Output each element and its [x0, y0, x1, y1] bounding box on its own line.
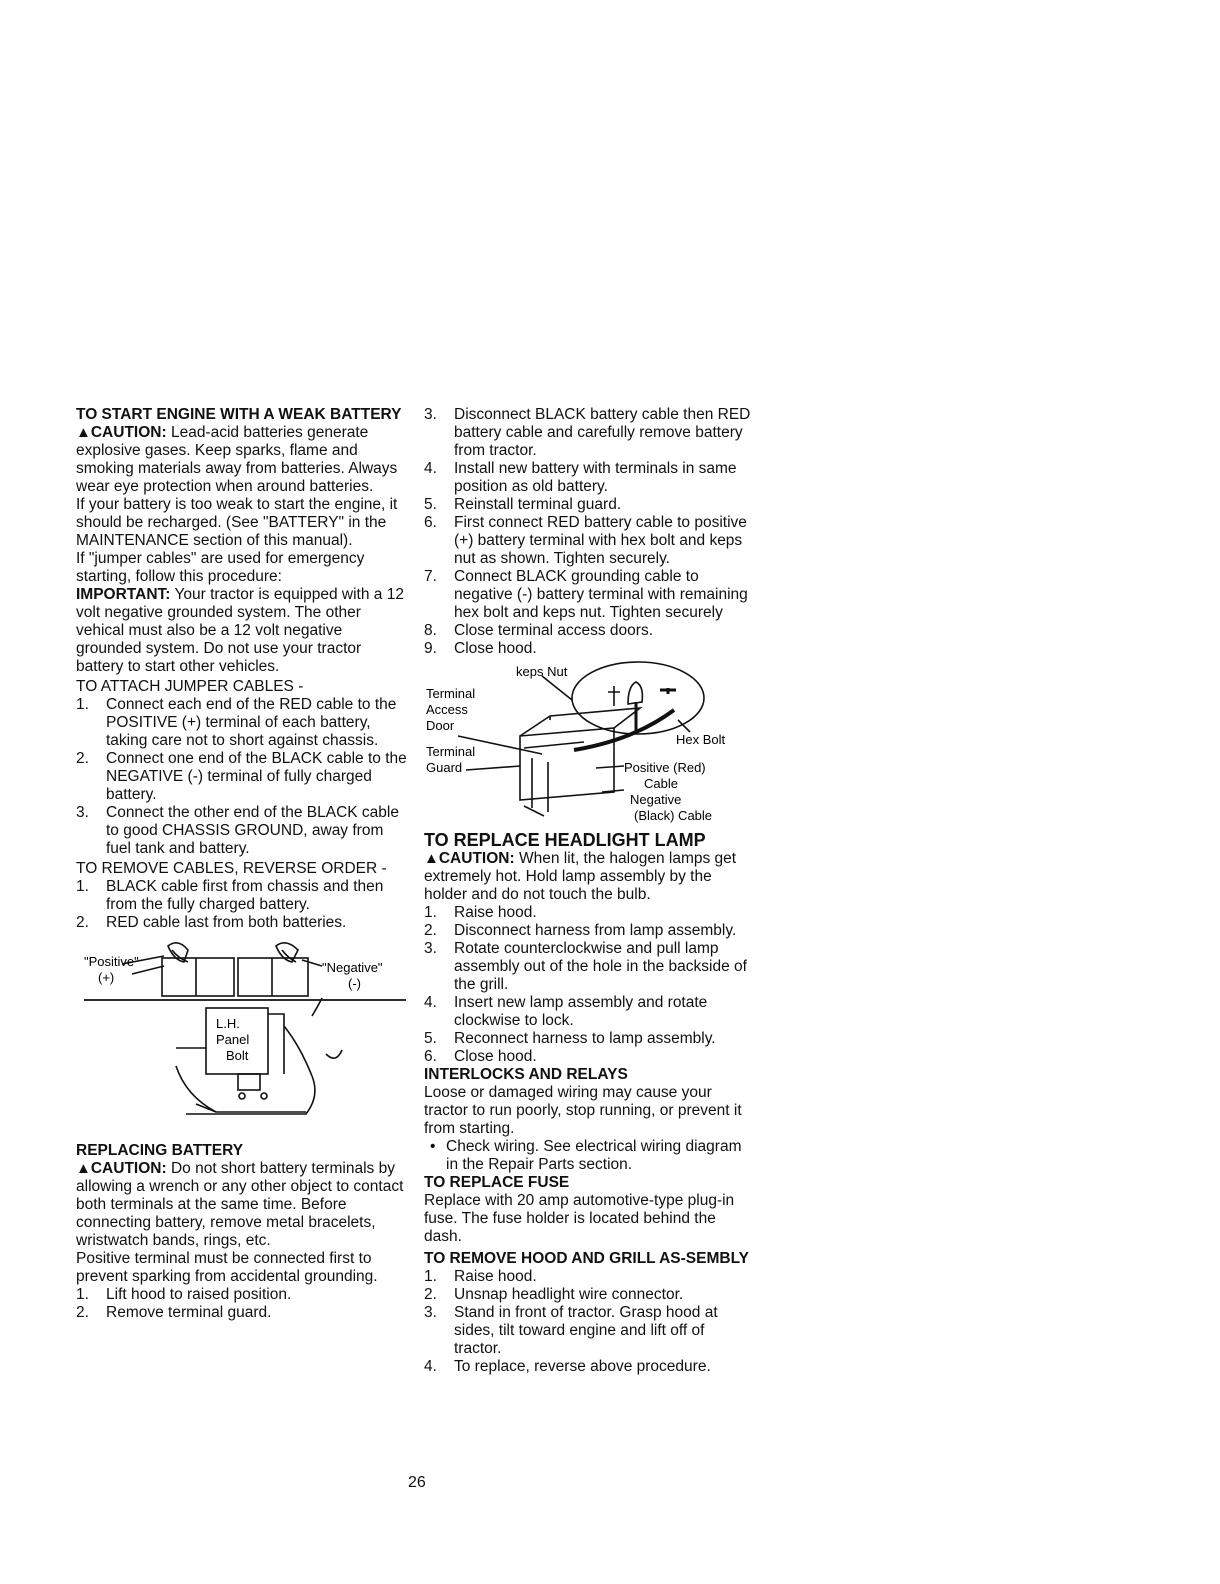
fig1-positive-sign: (+)	[98, 970, 115, 985]
caution-triangle-icon: ▲	[76, 424, 91, 441]
replace-battery-steps-list	[424, 406, 754, 658]
page-number: 26	[408, 1474, 426, 1491]
list-item: 2. Remove terminal guard.	[76, 1304, 272, 1321]
fig2-terminal-label: Terminal	[426, 686, 476, 701]
replacing-battery-heading: REPLACING BATTERY	[76, 1142, 244, 1159]
list-item: 2. Unsnap headlight wire connector.	[424, 1286, 684, 1303]
right-column	[424, 406, 754, 1376]
fig1-positive-label: "Positive"	[84, 954, 139, 969]
replacing-caution: ▲CAUTION: Do not short battery terminals by allowing a wrench or any other object to contact both terminals at the same time. Before connecting battery, remove metal bracelets, wristwatch bands, rings, etc.	[76, 1160, 404, 1249]
battery-terminal-figure	[424, 658, 754, 826]
fig2-cable-label: Cable	[644, 776, 678, 791]
list-item: 5. Reinstall terminal guard.	[424, 496, 622, 513]
attach-steps-list	[76, 696, 408, 858]
fuse-heading: TO REPLACE FUSE	[424, 1174, 570, 1191]
important-paragraph: IMPORTANT: Your tractor is equipped with a 12 volt negative grounded system. The other vehical must also be a 12 volt negative grounded system. Do not use your tractor battery to start other vehicles.	[76, 586, 404, 675]
list-item: 3. Rotate counterclockwise and pull lamp assembly out of the hole in the backside of the grill.	[424, 940, 747, 993]
list-item: 1. Connect each end of the RED cable to the POSITIVE (+) terminal of each battery, taking care not to short against chassis.	[76, 696, 397, 749]
list-item: 5. Reconnect harness to lamp assembly.	[424, 1030, 716, 1047]
list-item: 6. Close hood.	[424, 1048, 537, 1065]
positive-first-paragraph: Positive terminal must be connected first to prevent sparking from accidental grounding.	[76, 1250, 378, 1285]
interlocks-paragraph: Loose or damaged wiring may cause your tractor to run poorly, stop running, or prevent it from starting.	[424, 1084, 742, 1137]
fig1-panel-label: Panel	[216, 1032, 250, 1047]
list-item: 3. Disconnect BLACK battery cable then RED battery cable and carefully remove battery from tractor.	[424, 406, 751, 459]
list-item: 4. To replace, reverse above procedure.	[424, 1358, 711, 1375]
fig1-lh-label: L.H.	[216, 1016, 240, 1031]
fig2-hex-bolt-label: Hex Bolt	[676, 732, 726, 747]
fuse-paragraph: Replace with 20 amp automotive-type plug-in fuse. The fuse holder is located behind the dash.	[424, 1192, 735, 1245]
jumper-cable-figure	[76, 936, 408, 1136]
replacing-steps-list	[76, 1286, 408, 1322]
remove-cables-heading: TO REMOVE CABLES, REVERSE ORDER -	[76, 860, 387, 877]
list-item: 8. Close terminal access doors.	[424, 622, 653, 639]
fig1-negative-label: "Negative"	[322, 960, 383, 975]
fig2-negative-label: Negative	[630, 792, 682, 807]
list-item: 9. Close hood.	[424, 640, 537, 657]
list-item: • Check wiring. See electrical wiring diagram in the Repair Parts section.	[430, 1138, 742, 1173]
fig2-black-cable-label: (Black) Cable	[634, 808, 713, 823]
fig1-bolt-label: Bolt	[226, 1048, 249, 1063]
fig2-access-label: Access	[426, 702, 468, 717]
headlight-heading: TO REPLACE HEADLIGHT LAMP	[424, 830, 706, 850]
caution-triangle-icon: ▲	[76, 1160, 91, 1177]
fig2-guard-label: Guard	[426, 760, 463, 775]
fig2-door-label: Door	[426, 718, 455, 733]
fig1-negative-sign: (-)	[348, 976, 361, 991]
fig2-terminal-guard-label: Terminal	[426, 744, 476, 759]
hood-steps-list	[424, 1268, 754, 1376]
list-item: 1. Raise hood.	[424, 1268, 537, 1285]
left-column	[76, 406, 408, 1322]
fig2-keps-nut-label: keps Nut	[516, 664, 568, 679]
list-item: 1. BLACK cable first from chassis and then from the fully charged battery.	[76, 878, 384, 913]
list-item: 1. Raise hood.	[424, 904, 537, 921]
jumper-cables-paragraph: If "jumper cables" are used for emergency starting, follow this procedure:	[76, 550, 365, 585]
list-item: 4. Install new battery with terminals in same position as old battery.	[424, 460, 737, 495]
fig2-positive-red-label: Positive (Red)	[624, 760, 706, 775]
attach-cables-heading: TO ATTACH JUMPER CABLES -	[76, 678, 304, 695]
interlocks-heading: INTERLOCKS AND RELAYS	[424, 1066, 628, 1083]
headlight-steps-list	[424, 904, 754, 1066]
weak-battery-heading: TO START ENGINE WITH A WEAK BATTERY	[76, 406, 402, 423]
list-item: 3. Stand in front of tractor. Grasp hood at sides, tilt toward engine and lift off of tractor.	[424, 1304, 718, 1357]
headlight-caution: ▲CAUTION: When lit, the halogen lamps get extremely hot. Hold lamp assembly by the holder and do not touch the bulb.	[424, 850, 737, 903]
remove-steps-list	[76, 878, 408, 932]
list-item: 4. Insert new lamp assembly and rotate clockwise to lock.	[424, 994, 708, 1029]
list-item: 2. RED cable last from both batteries.	[76, 914, 347, 931]
hood-heading: TO REMOVE HOOD AND GRILL AS-SEMBLY	[424, 1250, 749, 1267]
list-item: 3. Connect the other end of the BLACK cable to good CHASSIS GROUND, away from fuel tank and battery.	[76, 804, 399, 857]
list-item: 6. First connect RED battery cable to positive (+) battery terminal with hex bolt and keps nut as shown. Tighten securely.	[424, 514, 747, 567]
list-item: 2. Disconnect harness from lamp assembly.	[424, 922, 737, 939]
caution-triangle-icon: ▲	[424, 850, 439, 867]
list-item: 2. Connect one end of the BLACK cable to the NEGATIVE (-) terminal of fully charged battery.	[76, 750, 407, 803]
weak-battery-caution: ▲CAUTION: Lead-acid batteries generate explosive gases. Keep sparks, flame and smoking materials away from batteries. Always wear eye protection when around batteries.	[76, 424, 398, 495]
recharge-paragraph: If your battery is too weak to start the engine, it should be recharged. (See "BATTERY" in the MAINTENANCE section of this manual).	[76, 496, 398, 549]
list-item: 7. Connect BLACK grounding cable to negative (-) battery terminal with remaining hex bolt and keps nut. Tighten securely	[424, 568, 748, 621]
list-item: 1. Lift hood to raised position.	[76, 1286, 292, 1303]
